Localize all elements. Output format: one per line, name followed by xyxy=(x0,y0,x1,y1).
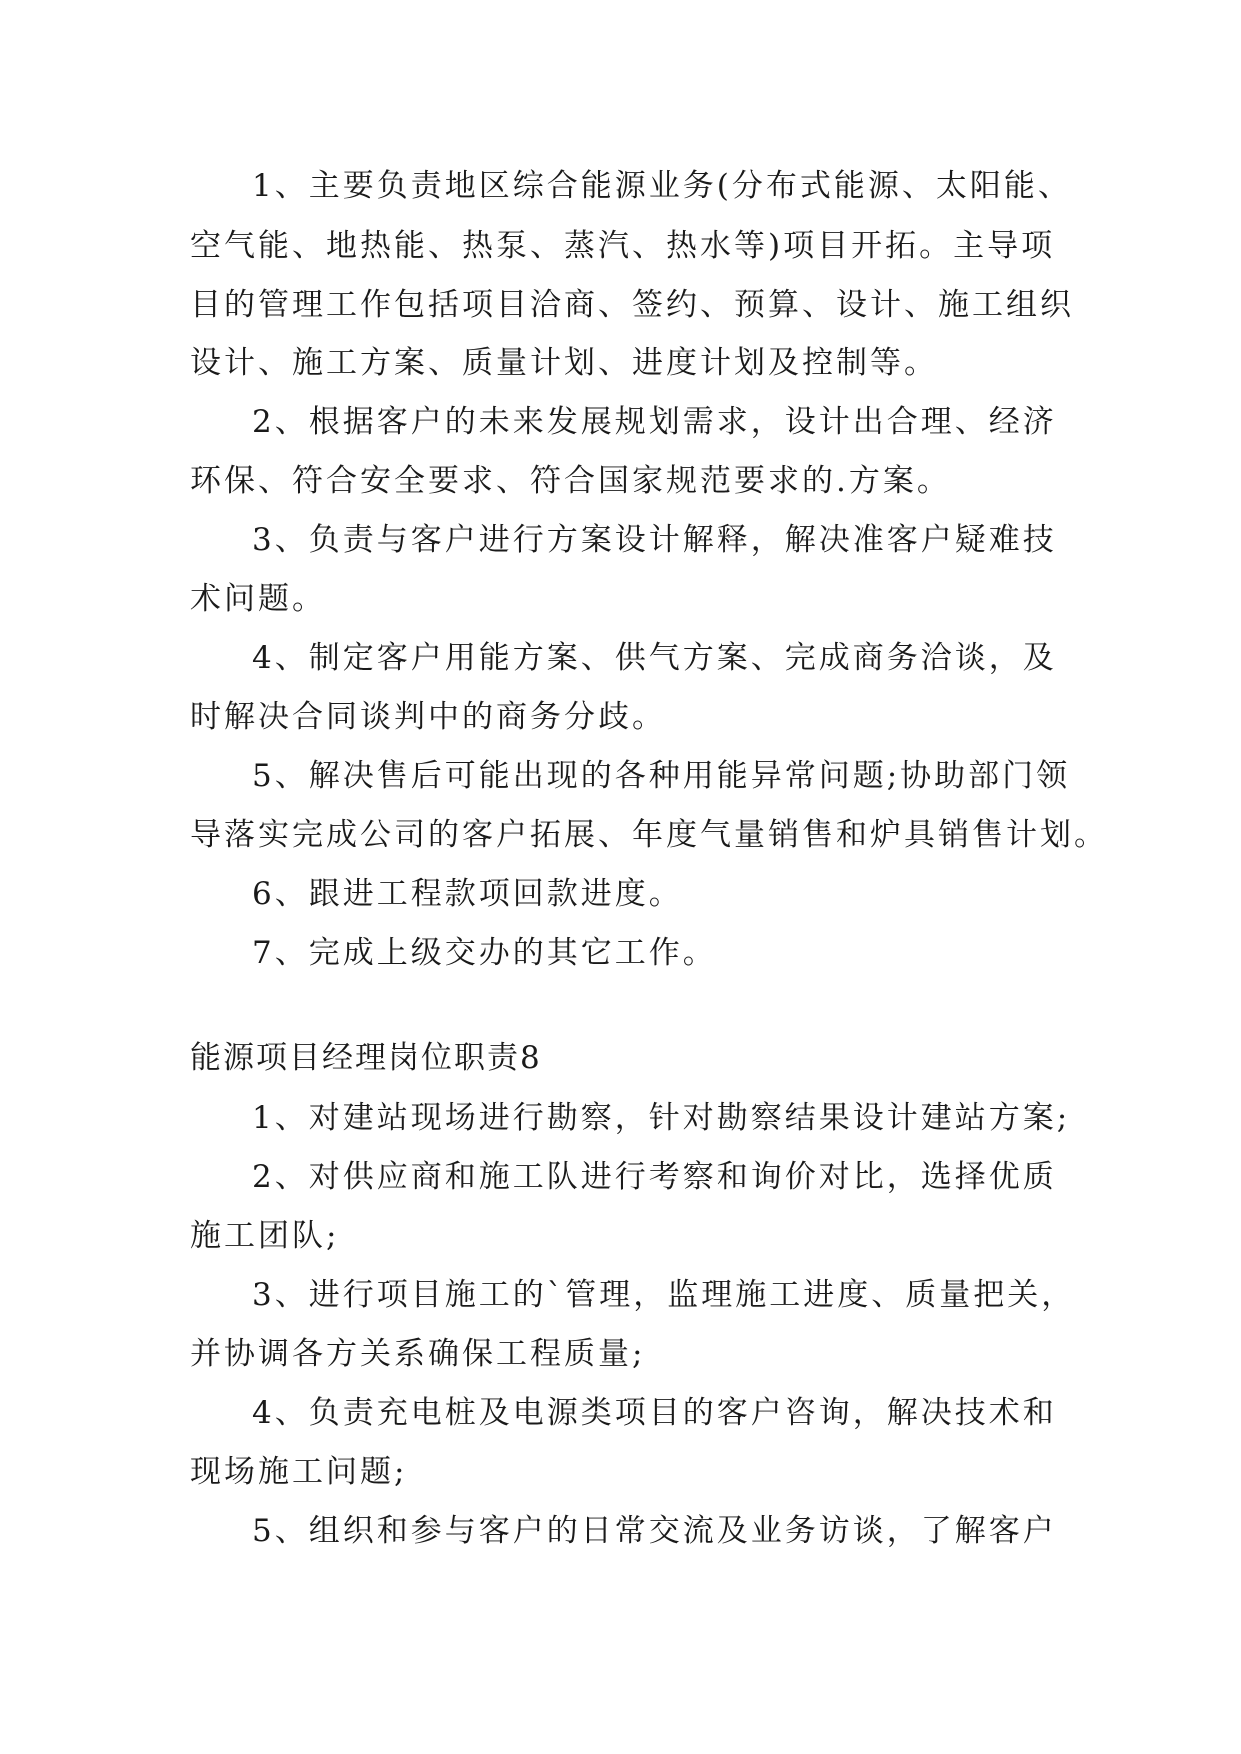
s8-item5-line1: 5、组织和参与客户的日常交流及业务访谈，了解客户 xyxy=(252,1513,1057,1549)
s7-item1-line3: 目的管理工作包括项目洽商、签约、预算、设计、施工组织 xyxy=(190,287,1074,323)
s7-item5-line1: 5、解决售后可能出现的各种用能异常问题;协助部门领 xyxy=(252,758,1071,794)
s7-item1-line4: 设计、施工方案、质量计划、进度计划及控制等。 xyxy=(190,345,938,381)
s7-item1-line1: 1、主要负责地区综合能源业务(分布式能源、太阳能、 xyxy=(252,168,1072,204)
s7-item6-line1: 6、跟进工程款项回款进度。 xyxy=(252,876,683,912)
s8-item3-line2: 并协调各方关系确保工程质量; xyxy=(190,1336,646,1372)
s7-item1-line2: 空气能、地热能、热泵、蒸汽、热水等)项目开拓。主导项 xyxy=(190,228,1056,264)
s8-item3-line1: 3、进行项目施工的`管理，监理施工进度、质量把关， xyxy=(252,1277,1076,1313)
s8-item2-line1: 2、对供应商和施工队进行考察和询价对比，选择优质 xyxy=(252,1159,1057,1195)
s8-item2-line2: 施工团队; xyxy=(190,1218,340,1254)
s7-item4-line2: 时解决合同谈判中的商务分歧。 xyxy=(190,699,666,735)
s7-item4-line1: 4、制定客户用能方案、供气方案、完成商务洽谈，及 xyxy=(252,640,1057,676)
s7-item3-line2: 术问题。 xyxy=(190,581,326,617)
s7-item2-line2: 环保、符合安全要求、符合国家规范要求的.方案。 xyxy=(190,463,951,499)
s7-item5-line2: 导落实完成公司的客户拓展、年度气量销售和炉具销售计划。 xyxy=(190,817,1108,853)
s8-item4-line1: 4、负责充电桩及电源类项目的客户咨询，解决技术和 xyxy=(252,1395,1057,1431)
s7-item2-line1: 2、根据客户的未来发展规划需求，设计出合理、经济 xyxy=(252,404,1057,440)
section-heading: 能源项目经理岗位职责8 xyxy=(190,1040,542,1076)
s7-item7-line1: 7、完成上级交办的其它工作。 xyxy=(252,935,717,971)
s8-item4-line2: 现场施工问题; xyxy=(190,1454,408,1490)
s8-item1-line1: 1、对建站现场进行勘察，针对勘察结果设计建站方案; xyxy=(252,1100,1071,1136)
s7-item3-line1: 3、负责与客户进行方案设计解释，解决准客户疑难技 xyxy=(252,522,1057,558)
